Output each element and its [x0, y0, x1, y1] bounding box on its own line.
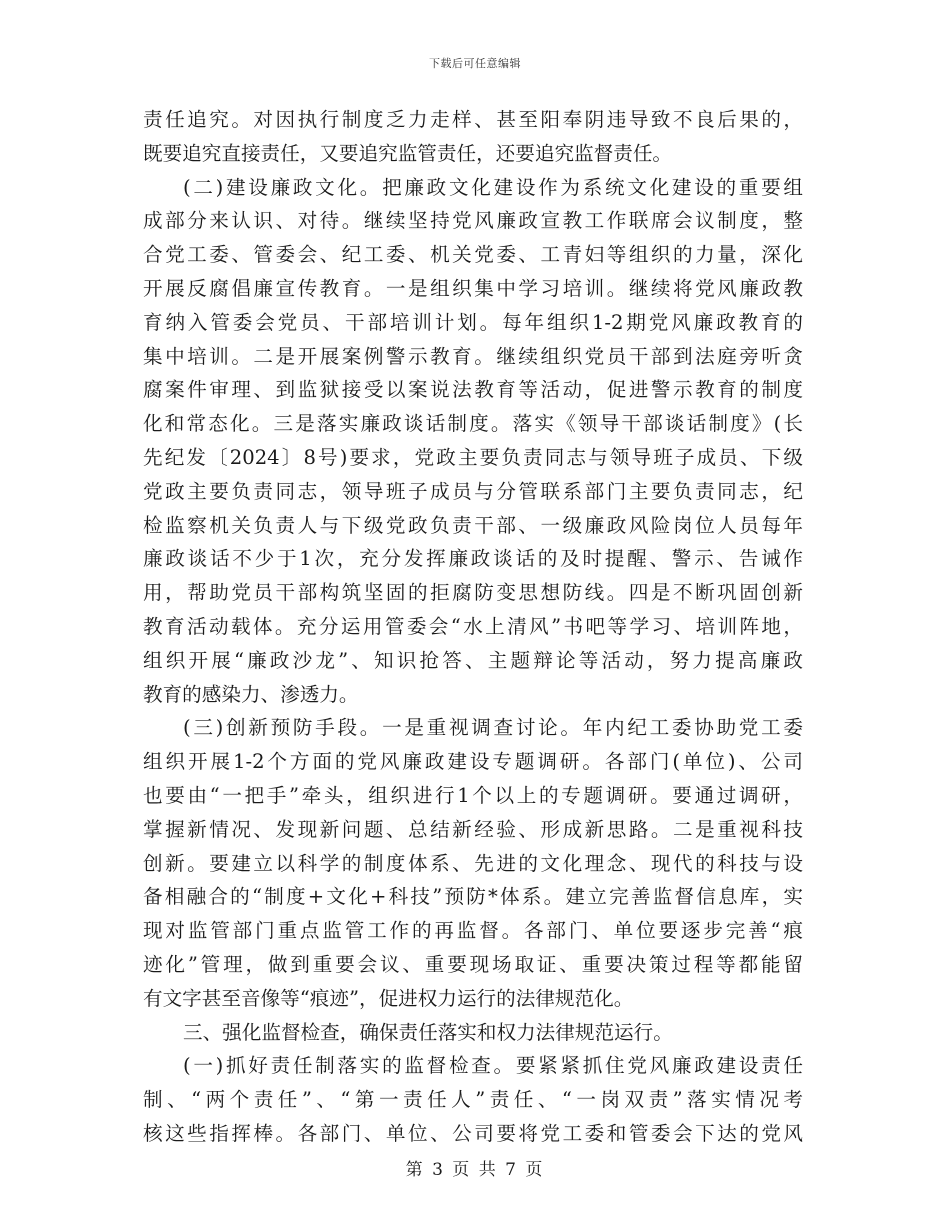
text-line: 组织开展“廉政沙龙”、知识抢答、主题辩论等活动，努力提高廉政 [143, 648, 803, 672]
text-line: 制、“两个责任”、“第一责任人”责任、“一岗双责”落实情况考 [143, 1088, 803, 1112]
text-line: 党政主要负责同志，领导班子成员与分管联系部门主要负责同志，纪 [143, 479, 803, 503]
text-line: 迹化”管理，做到重要会议、重要现场取证、重要决策过程等都能留 [143, 952, 803, 976]
text-line: 教育活动载体。充分运用管委会“水上清风”书吧等学习、培训阵地， [143, 614, 803, 638]
text-line: 组织开展1-2个方面的党风廉政建设专题调研。各部门(单位)、公司 [143, 750, 803, 774]
text-line: 有文字甚至音像等“痕迹”，促进权力运行的法律规范化。 [143, 986, 634, 1010]
section-heading-line: (三)创新预防手段。一是重视调查讨论。年内纪工委协助党工委 [183, 716, 803, 740]
text-line: 育纳入管委会党员、干部培训计划。每年组织1-2期党风廉政教育的 [143, 310, 803, 334]
text-line: 创新。要建立以科学的制度体系、先进的文化理念、现代的科技与设 [143, 851, 803, 875]
text-line: 化和常态化。三是落实廉政谈话制度。落实《领导干部谈话制度》(长 [143, 412, 803, 436]
text-line: 廉政谈话不少于1次，充分发挥廉政谈话的及时提醒、警示、告诫作 [143, 547, 803, 571]
document-body [143, 103, 803, 1151]
text-line: 开展反腐倡廉宣传教育。一是组织集中学习培训。继续将党风廉政教 [143, 276, 803, 300]
text-line: 既要追究直接责任，又要追究监管责任，还要追究监督责任。 [143, 141, 673, 165]
text-line: 用，帮助党员干部构筑坚固的拒腐防变思想防线。四是不断巩固创新 [143, 581, 803, 605]
page-number-footer: 第 3 页 共 7 页 [405, 1160, 545, 1180]
text-line: 也要由“一把手”牵头，组织进行1个以上的专题调研。要通过调研， [143, 783, 803, 807]
text-line: 核这些指挥棒。各部门、单位、公司要将党工委和管委会下达的党风 [143, 1121, 803, 1145]
text-line: 教育的感染力、渗透力。 [143, 682, 359, 706]
page-header-note: 下载后可任意编辑 [429, 57, 521, 70]
text-line: 腐案件审理、到监狱接受以案说法教育等活动，促进警示教育的制度 [143, 378, 803, 402]
text-line: 成部分来认识、对待。继续坚持党风廉政宣教工作联席会议制度，整 [143, 209, 803, 233]
text-line: 责任追究。对因执行制度乏力走样、甚至阳奉阴违导致不良后果的， [143, 108, 803, 131]
text-line: 备相融合的“制度+文化+科技”预防*体系。建立完善监督信息库，实 [143, 885, 803, 909]
section-heading-line: 三、强化监督检查，确保责任落实和权力法律规范运行。 [183, 1020, 673, 1044]
text-line: 先纪发〔2024〕8号)要求，党政主要负责同志与领导班子成员、下级 [143, 445, 803, 469]
text-line: 现对监管部门重点监管工作的再监督。各部门、单位要逐步完善“痕 [143, 919, 803, 943]
text-line: 集中培训。二是开展案例警示教育。继续组织党员干部到法庭旁听贪 [143, 344, 803, 368]
section-heading-line: (二)建设廉政文化。把廉政文化建设作为系统文化建设的重要组 [183, 175, 803, 199]
text-line: 检监察机关负责人与下级党政负责干部、一级廉政风险岗位人员每年 [143, 513, 803, 537]
text-line: 掌握新情况、发现新问题、总结新经验、形成新思路。二是重视科技 [143, 817, 803, 841]
section-heading-line: (一)抓好责任制落实的监督检查。要紧紧抓住党风廉政建设责任 [183, 1054, 803, 1078]
text-line: 合党工委、管委会、纪工委、机关党委、工青妇等组织的力量，深化 [143, 243, 803, 267]
